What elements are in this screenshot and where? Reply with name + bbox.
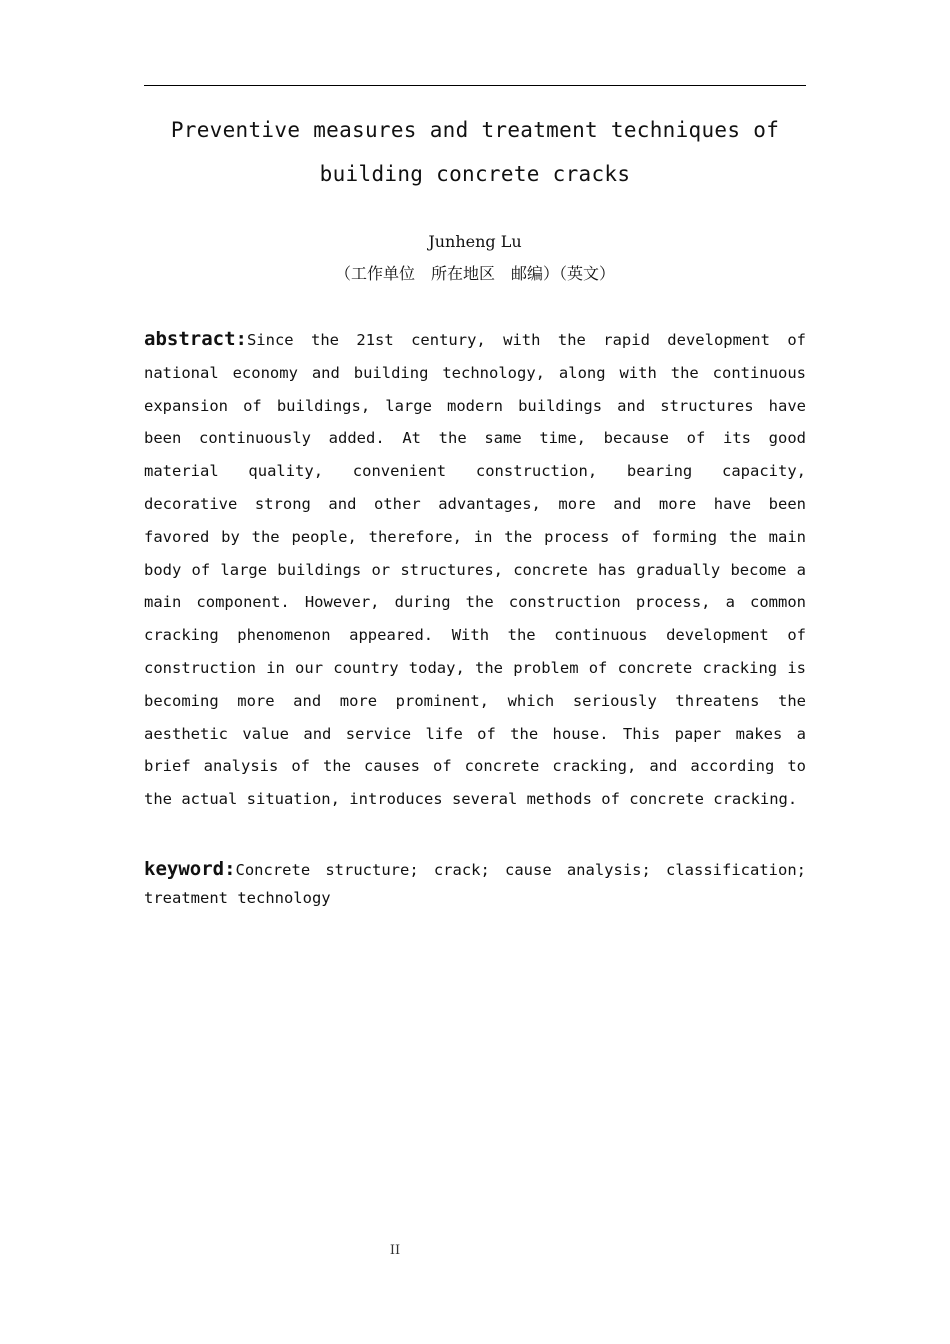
abstract-paragraph (144, 323, 806, 816)
keyword-label: keyword: (144, 858, 236, 880)
page-number: II (389, 1243, 401, 1258)
title-line-2: building concrete cracks (319, 162, 631, 186)
author-name: Junheng Lu (428, 232, 522, 251)
keyword-paragraph (144, 855, 806, 912)
keyword-text: Concrete structure; crack; cause analysis; classification; treatment technology (144, 861, 806, 907)
title-line-1: Preventive measures and treatment techniques of (170, 118, 780, 142)
abstract-label: abstract: (144, 328, 247, 350)
header-rule (144, 85, 806, 86)
author-affiliation: （工作单位 所在地区 邮编）（英文） (334, 264, 615, 283)
paper-title (144, 108, 806, 196)
abstract-text: Since the 21st century, with the rapid development of national economy and building technology, along with the continuous expansion of buildings, large modern buildings and structures have been continuously added. At the same time, because of its good material quality, convenient construction, bearing capacity, decorative strong and other advantages, more and more have been favored by the people, therefore, in the process of forming the main body of large buildings or structures, concrete has gradually become a main component. However, during the construction process, a common cracking phenomenon appeared. With the continuous development of construction in our country today, the problem of concrete cracking is becoming more and more prominent, which seriously threatens the aesthetic value and service life of the house. This paper makes a brief analysis of the causes of concrete cracking, and according to the actual situation, introduces several methods of concrete cracking. (144, 331, 806, 809)
